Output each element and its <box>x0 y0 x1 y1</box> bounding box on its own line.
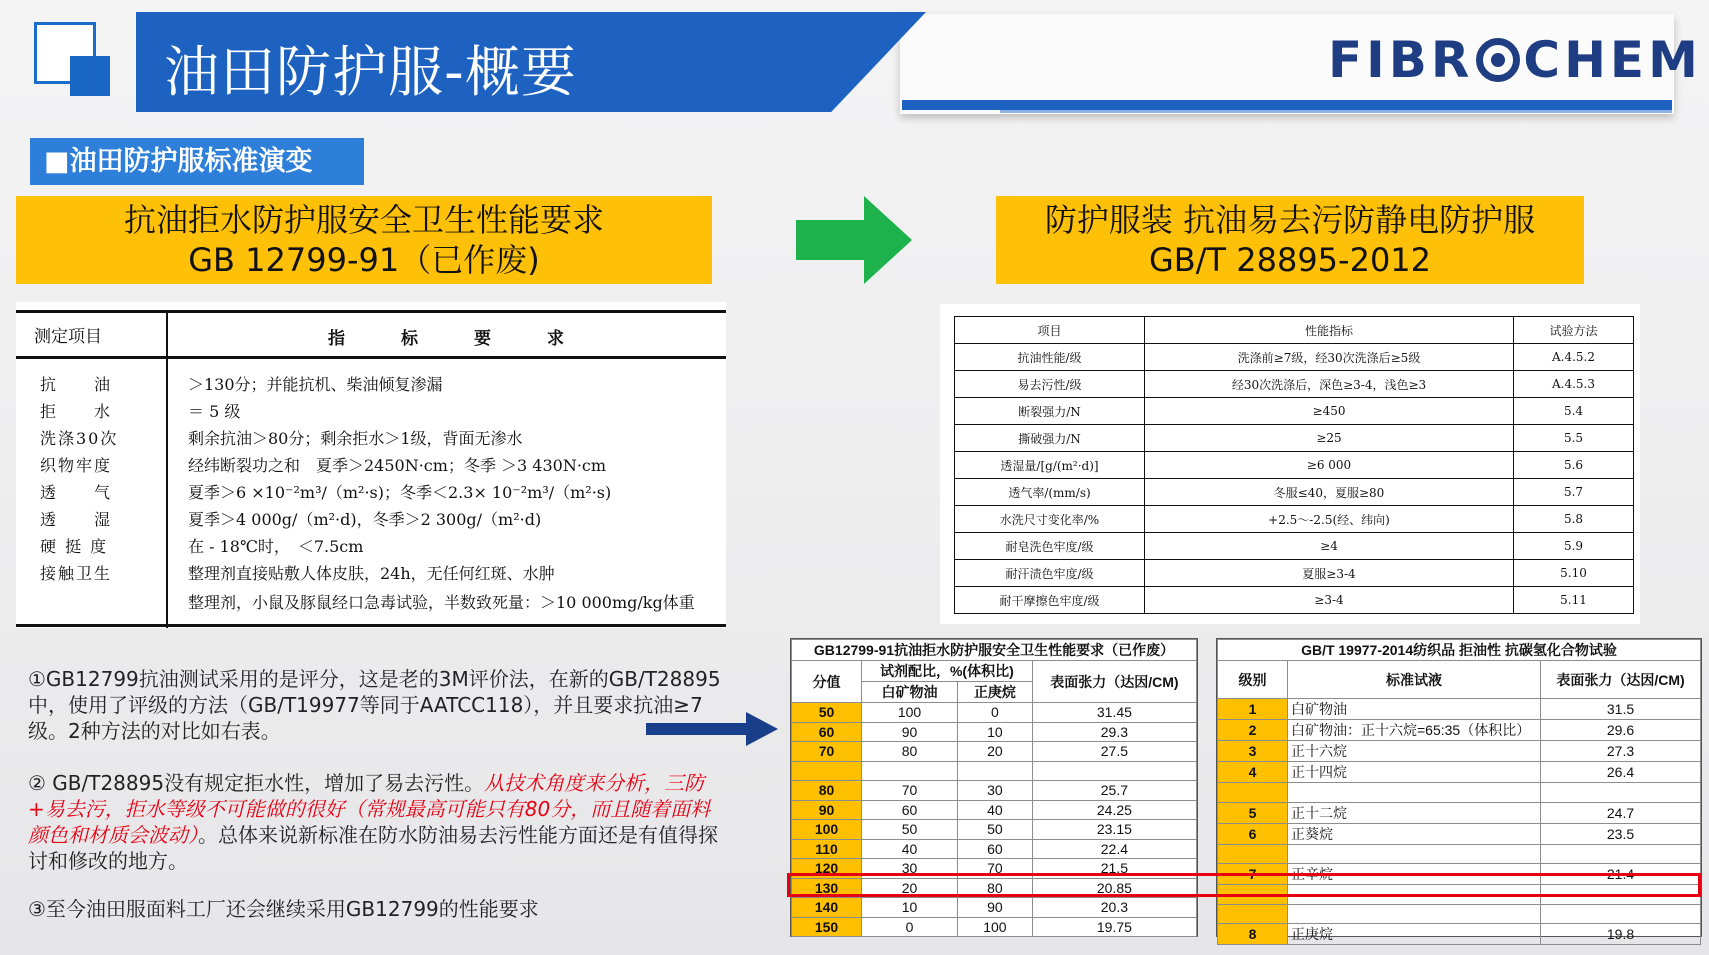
table-cell: 20.3 <box>1032 898 1196 918</box>
table-cell: 19.75 <box>1032 917 1196 937</box>
col-header: 级别 <box>1218 661 1288 699</box>
table-cell: 30 <box>958 781 1033 801</box>
table-cell: ≥4 <box>1145 533 1514 560</box>
table-cell <box>1218 783 1288 803</box>
table-cell: 5.9 <box>1514 533 1634 560</box>
table-row <box>792 722 1197 742</box>
table-cell: 70 <box>862 781 958 801</box>
table-row <box>1218 741 1701 762</box>
table-title-row <box>1218 640 1701 661</box>
scan1-col-item: 测定项目 <box>34 327 102 347</box>
table-cell: 29.6 <box>1541 720 1701 741</box>
table-cell: 易去污性/级 <box>955 371 1145 398</box>
table-row <box>1218 762 1701 783</box>
table-cell: 3 <box>1218 741 1288 762</box>
table-row <box>955 479 1634 506</box>
scan1-key: 硬 挺 度 <box>40 537 109 556</box>
table-cell: 23.15 <box>1032 820 1196 840</box>
old-standard-name: 抗油拒水防护服安全卫生性能要求 <box>123 201 604 239</box>
table-cell: 白矿物油：正十六烷=65:35（体积比） <box>1288 720 1541 741</box>
table-cell: 5.6 <box>1514 452 1634 479</box>
table-cell: 5.4 <box>1514 398 1634 425</box>
brand-text-left: FIBR <box>1328 31 1474 89</box>
table-cell: 90 <box>862 722 958 742</box>
table-cell: 70 <box>792 742 862 762</box>
new-standard-code: GB/T 28895-2012 <box>1148 241 1432 279</box>
table-cell: 正十四烷 <box>1288 762 1541 783</box>
table-cell: 31.5 <box>1541 699 1701 720</box>
table-cell: 140 <box>792 898 862 918</box>
green-arrow-icon <box>796 196 912 284</box>
table-cell: 150 <box>792 917 862 937</box>
scan1-key: 拒 水 <box>40 402 113 421</box>
table-cell: 70 <box>958 859 1033 879</box>
note-2 <box>28 770 718 874</box>
table-row <box>792 820 1197 840</box>
table-cell: 耐皂洗色牢度/级 <box>955 533 1145 560</box>
table-row <box>792 898 1197 918</box>
gbt28895-scan <box>940 304 1640 624</box>
table-header-row <box>1218 661 1701 699</box>
table-cell: 10 <box>862 898 958 918</box>
table-cell: 27.3 <box>1541 741 1701 762</box>
table-row <box>792 761 1197 781</box>
table-row <box>955 533 1634 560</box>
table-cell: 80 <box>792 781 862 801</box>
table-row <box>792 781 1197 801</box>
note-2-highlight: 从技术角度来分析，三防+易去污，拒水等级不可能做的很好（常规最高可能只有80分，而且随着面料颜色和材质会波动） <box>28 771 711 847</box>
table-cell: ≥450 <box>1145 398 1514 425</box>
table-cell: 经30次洗涤后，深色≥3-4，浅色≥3 <box>1145 371 1514 398</box>
table-cell: ≥25 <box>1145 425 1514 452</box>
table-cell: 撕破强力/N <box>955 425 1145 452</box>
table-row <box>792 800 1197 820</box>
table-cell: 100 <box>862 703 958 723</box>
table-row <box>955 344 1634 371</box>
table-cell: 冬服≤40，夏服≥80 <box>1145 479 1514 506</box>
table-cell: 2 <box>1218 720 1288 741</box>
brand-logo <box>1328 30 1702 90</box>
rule-bottom <box>16 624 726 627</box>
table-cell: 80 <box>958 878 1033 898</box>
table-cell: 30 <box>862 859 958 879</box>
table-cell: 0 <box>958 703 1033 723</box>
table-row <box>1218 699 1701 720</box>
table-cell: +2.5～-2.5(经、纬向) <box>1145 506 1514 533</box>
table-cell: 26.4 <box>1541 762 1701 783</box>
note-1: ①GB12799抗油测试采用的是评分，这是老的3M评价法，在新的GB/T28895中，使用了评级的方法（GB/T19977等同于AATCC118），并且要求抗油≥7级。2种方法的对比如右表。 <box>28 667 721 743</box>
note-2-text: ② GB/T28895没有规定拒水性，增加了易去污性。 <box>28 771 485 795</box>
note-3: ③至今油田服面料工厂还会继续采用GB12799的性能要求 <box>28 897 539 921</box>
table-cell: 6 <box>1218 823 1288 844</box>
table-cell: 正辛烷 <box>1288 864 1541 885</box>
table-cell: ≥3-4 <box>1145 587 1514 614</box>
scan1-value: 在 - 18℃时， ＜7.5cm <box>188 537 364 556</box>
table-cell: 透气率/(mm/s) <box>955 479 1145 506</box>
table-cell <box>1541 844 1701 864</box>
table-cell: 40 <box>862 839 958 859</box>
table-cell: 21.5 <box>1032 859 1196 879</box>
table-cell: 60 <box>958 839 1033 859</box>
table-cell: 20 <box>958 742 1033 762</box>
table-cell: A.4.5.2 <box>1514 344 1634 371</box>
table-row <box>955 506 1634 533</box>
col-header: 表面张力（达因/CM) <box>1032 661 1196 703</box>
scan1-key: 抗 油 <box>40 375 113 394</box>
table-header-row <box>792 661 1197 682</box>
new-standard-name: 防护服装 抗油易去污防静电防护服 <box>1044 201 1536 239</box>
table-cell <box>1032 761 1196 781</box>
table-row <box>1218 823 1701 844</box>
table-row <box>955 560 1634 587</box>
table-cell: 7 <box>1218 864 1288 885</box>
table-row <box>1218 904 1701 924</box>
table-cell: 60 <box>862 800 958 820</box>
table-cell: A.4.5.3 <box>1514 371 1634 398</box>
table-cell: 性能指标 <box>1145 317 1514 344</box>
table-row <box>1218 783 1701 803</box>
table-cell: 50 <box>958 820 1033 840</box>
old-standard-code: GB 12799-91（已作废) <box>188 241 540 279</box>
table-cell: 100 <box>792 820 862 840</box>
header-stripe-light <box>1000 110 1672 113</box>
brand-o-icon <box>1476 38 1520 82</box>
blue-arrow-icon <box>646 712 778 746</box>
scan1-key: 织物牢度 <box>40 456 113 475</box>
gbt28895-table <box>954 316 1634 614</box>
table-cell: 60 <box>792 722 862 742</box>
table-cell: 80 <box>862 742 958 762</box>
table-cell: 水洗尺寸变化率/% <box>955 506 1145 533</box>
table-row <box>955 587 1634 614</box>
table-header-row <box>955 317 1634 344</box>
table-cell: 5.7 <box>1514 479 1634 506</box>
table-cell: 120 <box>792 859 862 879</box>
col-header: 分值 <box>792 661 862 703</box>
table-cell: 正十六烷 <box>1288 741 1541 762</box>
table-row <box>1218 720 1701 741</box>
table-cell: 110 <box>792 839 862 859</box>
table-cell: 夏服≥3-4 <box>1145 560 1514 587</box>
table-row <box>955 452 1634 479</box>
table-cell: 5.11 <box>1514 587 1634 614</box>
table-row <box>955 398 1634 425</box>
scan1-value: 夏季＞6 ×10⁻²m³/（m²·s)；冬季＜2.3× 10⁻²m³/（m²·s) <box>188 483 612 502</box>
table-cell: 31.45 <box>1032 703 1196 723</box>
table-cell <box>1218 904 1288 924</box>
scan1-value: 经纬断裂功之和 夏季＞2450N·cm；冬季 ＞3 430N·cm <box>188 456 607 475</box>
table-cell <box>1541 904 1701 924</box>
col-header: 白矿物油 <box>862 682 958 703</box>
table-cell <box>862 761 958 781</box>
table-cell: 27.5 <box>1032 742 1196 762</box>
scan1-value: 剩余抗油＞80分；剩余拒水＞1级，背面无渗水 <box>188 429 523 448</box>
table-cell <box>792 761 862 781</box>
brand-text-right: CHEM <box>1523 31 1702 89</box>
rule-top <box>16 310 726 313</box>
table-cell: 29.3 <box>1032 722 1196 742</box>
table-cell: 断裂强力/N <box>955 398 1145 425</box>
table-cell <box>1288 783 1541 803</box>
col-header: 试剂配比，%(体积比) <box>862 661 1033 682</box>
table-cell: 正庚烷 <box>1288 924 1541 945</box>
scan1-value: ＞130分；并能抗机、柴油倾复渗漏 <box>188 375 443 394</box>
table-cell: 50 <box>862 820 958 840</box>
table-row <box>792 839 1197 859</box>
table-cell: 130 <box>792 878 862 898</box>
table-cell <box>1218 844 1288 864</box>
table-cell: 50 <box>792 703 862 723</box>
table-cell: 5 <box>1218 802 1288 823</box>
table-cell: 100 <box>958 917 1033 937</box>
table-row <box>792 917 1197 937</box>
table-cell: 21.4 <box>1541 864 1701 885</box>
table-cell: 4 <box>1218 762 1288 783</box>
table-row <box>955 371 1634 398</box>
scan1-value: 整理剂直接贴敷人体皮肤，24h，无任何红斑、水肿 <box>188 564 555 583</box>
rule-header <box>16 356 726 359</box>
table-cell: 抗油性能/级 <box>955 344 1145 371</box>
table-cell <box>1288 844 1541 864</box>
scan1-key: 洗涤30次 <box>40 429 119 448</box>
table-cell: 23.5 <box>1541 823 1701 844</box>
table-cell: 透湿量/[g/(m²·d)] <box>955 452 1145 479</box>
table-cell: 1 <box>1218 699 1288 720</box>
table-row <box>792 703 1197 723</box>
table-title: GB/T 19977-2014纺织品 拒油性 抗碳氢化合物试验 <box>1218 640 1701 661</box>
table-cell: 正十二烷 <box>1288 802 1541 823</box>
table-cell: 5.8 <box>1514 506 1634 533</box>
table-cell: 20.85 <box>1032 878 1196 898</box>
header-stripe <box>902 100 1672 110</box>
note-2-text-end: 。总体来说新标准在防水防油易去污性能方面还是有值得探讨和修改的地方。 <box>28 823 718 873</box>
table-row <box>1218 802 1701 823</box>
scan1-value: 整理剂，小鼠及豚鼠经口急毒试验，半数致死量：＞10 000mg/kg体重 <box>188 593 695 612</box>
table-cell: 40 <box>958 800 1033 820</box>
table-cell: 耐干摩擦色牢度/级 <box>955 587 1145 614</box>
table-cell: 90 <box>958 898 1033 918</box>
gb12799-scan <box>16 302 726 628</box>
table-cell: 洗涤前≥7级，经30次洗涤后≥5级 <box>1145 344 1514 371</box>
old-standard-box <box>16 196 712 284</box>
table-title-row <box>792 640 1197 661</box>
table-cell: 项目 <box>955 317 1145 344</box>
new-standard-box <box>996 196 1584 284</box>
table-cell: 正葵烷 <box>1288 823 1541 844</box>
col-header: 正庚烷 <box>958 682 1033 703</box>
table-title: GB12799-91抗油拒水防护服安全卫生性能要求（已作废） <box>792 640 1197 661</box>
table-cell: 0 <box>862 917 958 937</box>
scan1-col-req: 指标要求 <box>328 329 620 349</box>
corner-square-filled <box>70 56 110 96</box>
table-cell <box>1288 904 1541 924</box>
table-row <box>792 742 1197 762</box>
table-cell: 10 <box>958 722 1033 742</box>
table-cell: 19.8 <box>1541 924 1701 945</box>
table-cell: 24.7 <box>1541 802 1701 823</box>
table-cell: 20 <box>862 878 958 898</box>
table-cell: 5.10 <box>1514 560 1634 587</box>
scan1-key: 透 湿 <box>40 510 113 529</box>
col-header: 表面张力（达因/CM) <box>1541 661 1701 699</box>
table-cell: 白矿物油 <box>1288 699 1541 720</box>
table-row <box>955 425 1634 452</box>
table-cell: ≥6 000 <box>1145 452 1514 479</box>
rule-vertical <box>166 312 168 628</box>
table-cell: 24.25 <box>1032 800 1196 820</box>
table-cell: 90 <box>792 800 862 820</box>
table-cell: 22.4 <box>1032 839 1196 859</box>
scan1-value: ＝ 5 级 <box>188 402 241 421</box>
table-cell: 试验方法 <box>1514 317 1634 344</box>
highlight-box-130 <box>787 873 1701 897</box>
table-cell <box>1541 783 1701 803</box>
table-cell: 8 <box>1218 924 1288 945</box>
table-cell <box>958 761 1033 781</box>
scan1-value: 夏季＞4 000g/（m²·d)，冬季＞2 300g/（m²·d) <box>188 510 542 529</box>
slide-title: 油田防护服-概要 <box>164 40 577 104</box>
table-row <box>1218 924 1701 945</box>
scan1-key: 透 气 <box>40 483 113 502</box>
table-cell: 25.7 <box>1032 781 1196 801</box>
table-row <box>1218 844 1701 864</box>
scan1-key: 接触卫生 <box>40 564 113 583</box>
table-cell: 耐汗渍色牢度/级 <box>955 560 1145 587</box>
table-cell: 5.5 <box>1514 425 1634 452</box>
section-label: ■油田防护服标准演变 <box>30 138 364 185</box>
col-header: 标准试液 <box>1288 661 1541 699</box>
